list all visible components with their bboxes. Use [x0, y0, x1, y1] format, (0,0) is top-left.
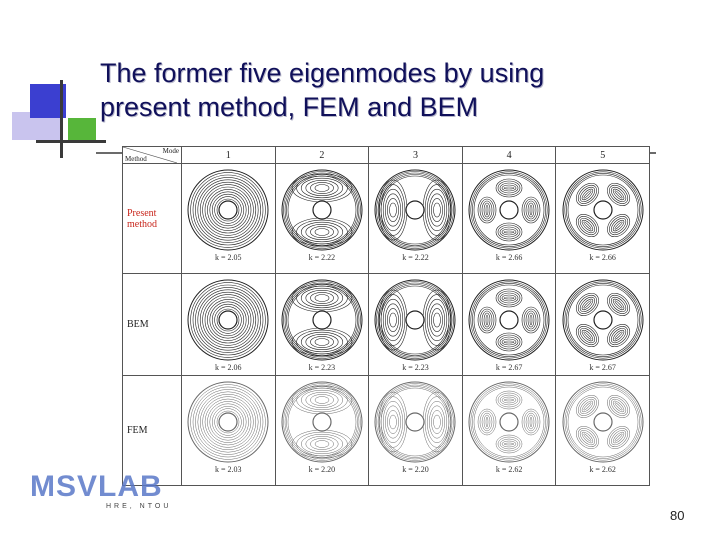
- eigenvalue-label: k = 2.66: [495, 253, 523, 263]
- eigenvalue-label: k = 2.67: [495, 362, 523, 372]
- eigenmode-contour-plot: [467, 380, 551, 464]
- lobe-contour: [526, 201, 536, 219]
- lobe-contour: [315, 229, 329, 236]
- lobe-contour: [614, 331, 622, 339]
- lobe-contour: [530, 315, 532, 325]
- lobe-contour: [583, 300, 591, 308]
- lobe-contour: [310, 183, 333, 194]
- mode-cell: [275, 273, 369, 376]
- mode-cell: [462, 164, 556, 274]
- lobe-contour: [504, 399, 514, 401]
- lobe-contour: [577, 326, 597, 346]
- eigenmode-table: [122, 146, 650, 486]
- lobe-contour: [301, 332, 343, 352]
- column-header-3: 3: [369, 147, 463, 164]
- lobe-contour: [301, 288, 343, 308]
- inner-hole: [219, 201, 237, 219]
- inner-hole: [594, 413, 612, 431]
- inner-hole: [594, 201, 612, 219]
- inner-hole: [406, 201, 424, 219]
- eigenmode-contour-plot: [373, 168, 457, 252]
- eigenvalue-label: k = 2.22: [402, 253, 429, 263]
- lobe-contour: [482, 311, 492, 329]
- lobe-contour: [608, 428, 628, 448]
- lobe-contour: [301, 391, 343, 411]
- eigenmode-contour-plot: [280, 278, 364, 362]
- lobe-contour: [486, 417, 488, 427]
- lobe-contour: [608, 216, 628, 236]
- slide-title-line2: present method, FEM and BEM: [100, 92, 479, 122]
- slide-title: [100, 56, 700, 124]
- eigenmode-contour-plot: [186, 168, 270, 252]
- lobe-contour: [388, 308, 399, 331]
- eigenvalue-label: k = 2.67: [589, 362, 616, 372]
- eigenmode-contour-plot: [561, 278, 645, 362]
- lobe-contour: [382, 185, 406, 236]
- lobe-contour: [315, 338, 329, 345]
- inner-hole: [313, 201, 331, 219]
- inner-hole: [406, 413, 424, 431]
- decor-line-horizontal: [36, 140, 106, 143]
- lobe-contour: [500, 293, 518, 303]
- lobe-contour: [486, 205, 488, 215]
- lobe-contour: [500, 227, 518, 237]
- eigenvalue-label: k = 2.62: [495, 465, 523, 475]
- eigenvalue-label: k = 2.22: [308, 253, 336, 263]
- lobe-contour: [432, 308, 443, 331]
- eigenmode-contour-plot: [186, 278, 270, 362]
- mode-cell: [369, 164, 463, 274]
- lobe-contour: [426, 397, 450, 448]
- eigenmode-contour-plot: [280, 380, 364, 464]
- decor-line-vertical: [60, 80, 63, 158]
- lobe-contour: [583, 331, 591, 339]
- mode-cell: [556, 164, 650, 274]
- method-row: [123, 376, 650, 486]
- lobe-contour: [390, 313, 397, 327]
- lobe-contour: [426, 185, 450, 236]
- lobe-contour: [500, 337, 518, 347]
- inner-hole: [500, 413, 518, 431]
- lobe-contour: [310, 395, 333, 406]
- lobe-contour: [504, 443, 514, 445]
- mode-cell: [462, 273, 556, 376]
- lobe-contour: [530, 417, 532, 427]
- eigenvalue-label: k = 2.03: [215, 465, 242, 475]
- mode-cell: [182, 376, 276, 486]
- lobe-contour: [608, 397, 628, 417]
- lobe-contour: [432, 199, 443, 222]
- lobe-contour: [434, 203, 441, 217]
- lobe-contour: [315, 185, 329, 192]
- inner-hole: [313, 311, 331, 329]
- inner-hole: [313, 413, 331, 431]
- eigenvalue-label: k = 2.23: [308, 362, 336, 372]
- lobe-contour: [296, 388, 347, 412]
- eigenvalue-label: k = 2.20: [308, 465, 336, 475]
- lobe-contour: [310, 439, 333, 450]
- method-label-line1: BEM: [127, 319, 149, 331]
- lobe-contour: [310, 336, 333, 347]
- lobe-contour: [432, 411, 443, 434]
- eigenvalue-label: k = 2.06: [215, 362, 242, 372]
- lobe-contour: [434, 415, 441, 429]
- method-label-line2: method: [127, 218, 157, 230]
- eigenmode-contour-plot: [373, 380, 457, 464]
- lobe-contour: [296, 220, 347, 244]
- inner-hole: [500, 311, 518, 329]
- eigenvalue-label: k = 2.23: [402, 362, 429, 372]
- mode-cell: [275, 376, 369, 486]
- lobe-contour: [434, 313, 441, 327]
- method-row: [123, 164, 650, 274]
- lobe-contour: [614, 403, 622, 411]
- lobe-contour: [426, 294, 450, 345]
- lobe-contour: [315, 441, 329, 448]
- eigenmode-contour-plot: [186, 380, 270, 464]
- eigenvalue-label: k = 2.62: [589, 465, 616, 475]
- mode-cell: [462, 376, 556, 486]
- lobe-contour: [390, 203, 397, 217]
- lobe-contour: [390, 415, 397, 429]
- lobe-contour: [428, 402, 448, 444]
- lobe-contour: [482, 201, 492, 219]
- corner-method-label: Method: [125, 155, 147, 164]
- lobe-contour: [583, 403, 591, 411]
- corner-header: [123, 147, 182, 164]
- lobe-contour: [504, 341, 514, 343]
- logo-text: MSVLAB: [30, 470, 163, 503]
- inner-hole: [500, 201, 518, 219]
- lobe-contour: [428, 189, 448, 231]
- page-number: 80: [670, 508, 685, 523]
- lobe-contour: [315, 294, 329, 301]
- lobe-contour: [388, 199, 399, 222]
- lobe-contour: [388, 411, 399, 434]
- lobe-contour: [614, 190, 622, 198]
- eigenmode-contour-plot: [280, 168, 364, 252]
- lobe-contour: [382, 294, 406, 345]
- mode-cell: [182, 164, 276, 274]
- lobe-contour: [614, 300, 622, 308]
- lobe-contour: [384, 189, 404, 231]
- lobe-contour: [530, 205, 532, 215]
- decor-square-green: [68, 118, 96, 142]
- mode-cell: [556, 376, 650, 486]
- mode-cell: [182, 273, 276, 376]
- lobe-contour: [583, 434, 591, 442]
- lobe-contour: [583, 190, 591, 198]
- eigenvalue-label: k = 2.66: [589, 253, 616, 263]
- lobe-contour: [296, 330, 347, 354]
- eigenmode-contour-plot: [561, 380, 645, 464]
- inner-hole: [406, 311, 424, 329]
- lobe-contour: [384, 402, 404, 444]
- lobe-contour: [577, 185, 597, 205]
- lobe-contour: [428, 299, 448, 341]
- mode-cell: [369, 376, 463, 486]
- slide-title-line1: The former five eigenmodes by using: [100, 58, 545, 88]
- lobe-contour: [583, 222, 591, 230]
- lobe-contour: [301, 435, 343, 455]
- eigenmode-contour-plot: [561, 168, 645, 252]
- lobe-contour: [608, 326, 628, 346]
- logo-subtitle: HRE, NTOU: [106, 503, 172, 510]
- lobe-contour: [577, 428, 597, 448]
- method-label: [123, 164, 182, 274]
- corner-mode-label: Mode: [162, 147, 179, 155]
- lobe-contour: [482, 413, 492, 431]
- method-row: [123, 273, 650, 376]
- method-label-line1: Present: [127, 207, 157, 219]
- lobe-contour: [315, 397, 329, 404]
- lobe-contour: [608, 294, 628, 314]
- lobe-contour: [500, 183, 518, 193]
- inner-hole: [594, 311, 612, 329]
- lobe-contour: [296, 432, 347, 456]
- lobe-contour: [310, 292, 333, 303]
- lobe-contour: [504, 231, 514, 233]
- lobe-contour: [500, 395, 518, 405]
- lobe-contour: [486, 315, 488, 325]
- lobe-contour: [614, 222, 622, 230]
- column-header-2: 2: [275, 147, 369, 164]
- lobe-contour: [301, 222, 343, 242]
- lobe-contour: [577, 216, 597, 236]
- inner-hole: [219, 413, 237, 431]
- method-label: [123, 273, 182, 376]
- lobe-contour: [296, 176, 347, 200]
- lobe-contour: [310, 227, 333, 238]
- eigenvalue-label: k = 2.20: [402, 465, 429, 475]
- mode-cell: [275, 164, 369, 274]
- eigenvalue-label: k = 2.05: [215, 253, 242, 263]
- eigenmode-contour-plot: [467, 278, 551, 362]
- mode-cell: [556, 273, 650, 376]
- lobe-contour: [614, 434, 622, 442]
- column-header-4: 4: [462, 147, 556, 164]
- lobe-contour: [526, 311, 536, 329]
- mode-cell: [369, 273, 463, 376]
- lobe-contour: [608, 185, 628, 205]
- lobe-contour: [504, 297, 514, 299]
- lobe-contour: [296, 286, 347, 310]
- lobe-contour: [577, 397, 597, 417]
- column-header-5: 5: [556, 147, 650, 164]
- eigenmode-contour-plot: [467, 168, 551, 252]
- inner-hole: [219, 311, 237, 329]
- eigenmode-contour-plot: [373, 278, 457, 362]
- lobe-contour: [526, 413, 536, 431]
- lobe-contour: [384, 299, 404, 341]
- lobe-contour: [382, 397, 406, 448]
- lobe-contour: [301, 178, 343, 198]
- lobe-contour: [577, 294, 597, 314]
- column-header-1: 1: [182, 147, 276, 164]
- lobe-contour: [500, 439, 518, 449]
- lobe-contour: [504, 187, 514, 189]
- eigenmode-figure: [122, 146, 650, 486]
- method-label-line1: FEM: [127, 425, 148, 437]
